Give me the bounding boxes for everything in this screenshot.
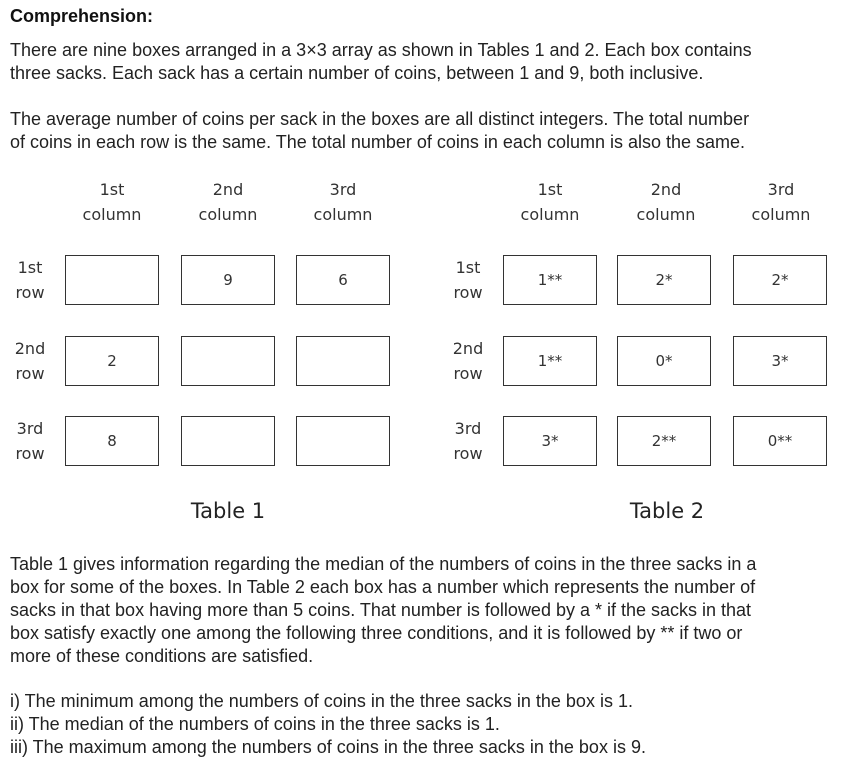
table2-cell-r3c3: 0** xyxy=(733,416,827,466)
table2-cell-r3c1: 3* xyxy=(503,416,597,466)
table2-cell-r2c3: 3* xyxy=(733,336,827,386)
table2-cell-r2c1: 1** xyxy=(503,336,597,386)
col-header-3: 3rd column xyxy=(751,180,811,224)
table1-cell-r3c1: 8 xyxy=(65,416,159,466)
constraints-paragraph: The average number of coins per sack in the boxes are all distinct integers. The total number of coins in each row is the same. The total number of coins in each column is also the same. xyxy=(10,109,750,152)
table2-caption: Table 2 xyxy=(629,499,705,523)
col-header-1: 1st column xyxy=(82,180,142,224)
col-header-2: 2nd column xyxy=(636,180,696,224)
table2-cell-r1c1: 1** xyxy=(503,255,597,305)
table1-cell-r2c2 xyxy=(181,336,275,386)
table2-cell-r2c2: 0* xyxy=(617,336,711,386)
table1-cell-r2c3 xyxy=(296,336,390,386)
row-header-2: 2nd row xyxy=(452,339,484,383)
table1-caption: Table 1 xyxy=(190,499,266,523)
col-header-1: 1st column xyxy=(520,180,580,224)
conditions-list xyxy=(10,690,846,759)
explanation-paragraph: Table 1 gives information regarding the median of the numbers of coins in the three sacks in a box for some of the boxes. In Table 2 each box has a number which represents the number of sacks in that box having more than 5 coins. That number is followed by a * if the sacks in that box satisfy exactly one among the following three conditions, and it is followed by ** if two or more of these conditions are satisfied. xyxy=(10,554,757,666)
row-header-3: 3rd row xyxy=(15,419,45,463)
table2-cell-r1c3: 2* xyxy=(733,255,827,305)
table1-cell-r1c1 xyxy=(65,255,159,305)
row-header-3: 3rd row xyxy=(453,419,483,463)
col-header-2: 2nd column xyxy=(198,180,258,224)
row-header-1: 1st row xyxy=(15,258,45,302)
table2-cell-r1c2: 2* xyxy=(617,255,711,305)
condition-item: iii) The maximum among the numbers of coins in the three sacks in the box is 9. xyxy=(10,737,646,757)
intro-paragraph: There are nine boxes arranged in a 3×3 array as shown in Tables 1 and 2. Each box contains three sacks. Each sack has a certain number of coins, between 1 and 9, both inclusive. xyxy=(10,40,752,83)
table-2 xyxy=(437,175,854,523)
table1-cell-r3c2 xyxy=(181,416,275,466)
section-heading: Comprehension: xyxy=(10,6,154,26)
condition-item: i) The minimum among the numbers of coins in the three sacks in the box is 1. xyxy=(10,691,633,711)
table1-cell-r2c1: 2 xyxy=(65,336,159,386)
table-1 xyxy=(0,175,420,523)
col-header-3: 3rd column xyxy=(313,180,373,224)
table1-cell-r1c2: 9 xyxy=(181,255,275,305)
table1-cell-r3c3 xyxy=(296,416,390,466)
condition-item: ii) The median of the numbers of coins in the three sacks is 1. xyxy=(10,714,500,734)
table2-cell-r3c2: 2** xyxy=(617,416,711,466)
row-header-2: 2nd row xyxy=(14,339,46,383)
row-header-1: 1st row xyxy=(453,258,483,302)
table1-cell-r1c3: 6 xyxy=(296,255,390,305)
